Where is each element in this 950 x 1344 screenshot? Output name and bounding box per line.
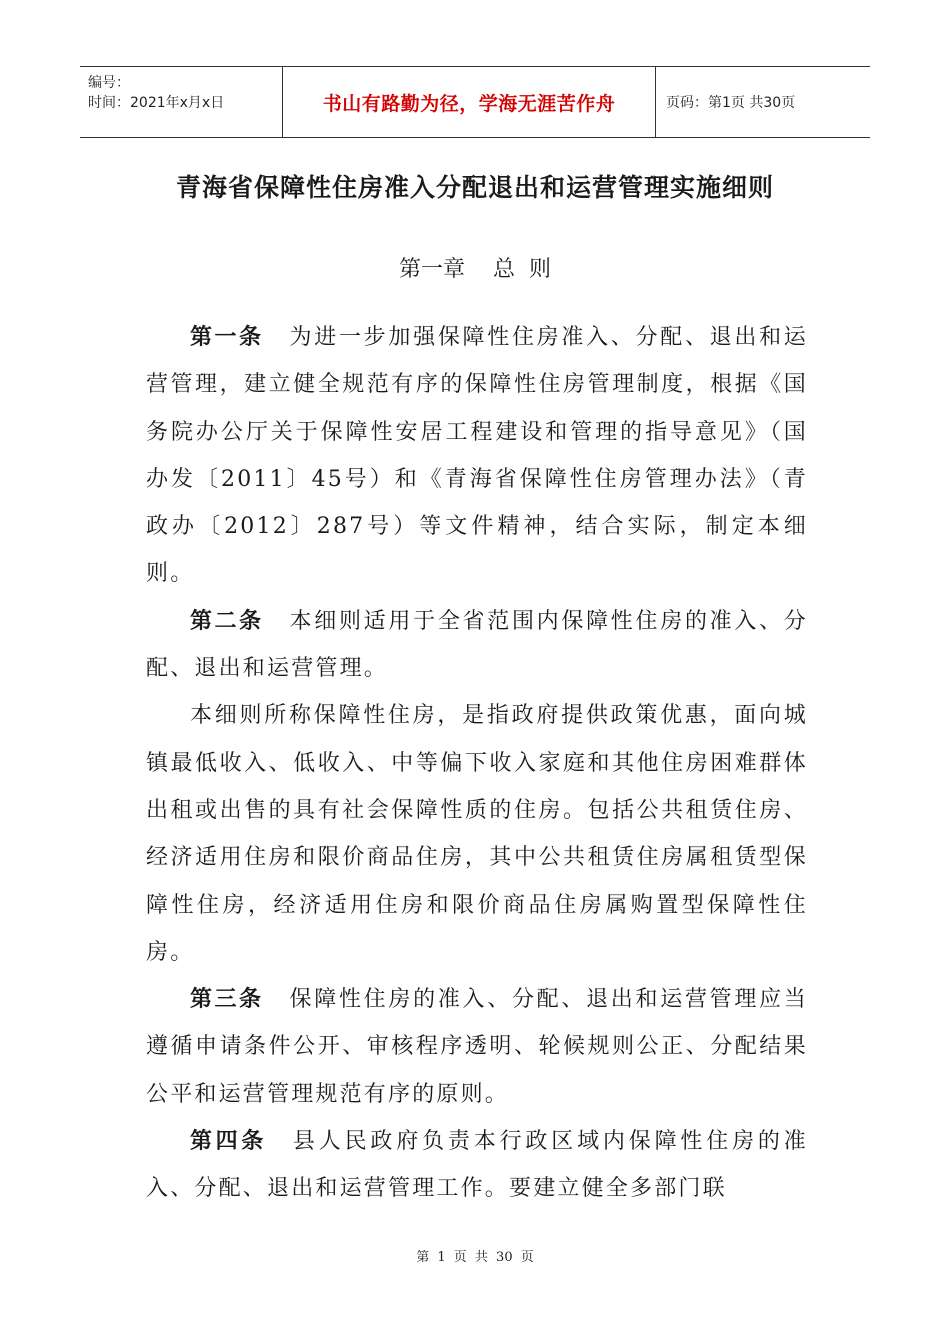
article-number: 第三条 xyxy=(190,987,264,1013)
article-text: 本细则所称保障性住房，是指政府提供政策优惠，面向城镇最低收入、低收入、中等偏下收入家庭和其他住房困难群体出租或出售的具有社会保障性质的住房。包括公共租赁住房、经济适用住房和限价商品住房，其中公共租赁住房属租赁型保障性住房，经济适用住房和限价商品住房属购置型保障性住房。 xyxy=(146,703,808,965)
header-motto-cell xyxy=(282,67,656,137)
document-time-label: 时间：2021年x月x日 xyxy=(88,95,225,111)
article-paragraph xyxy=(146,976,808,1118)
article-text: 县人民政府负责本行政区域内保障性住房的准入、分配、退出和运营管理工作。要建立健全多部门联 xyxy=(146,1129,808,1202)
document-body xyxy=(146,314,808,1213)
article-paragraph xyxy=(146,692,808,976)
article-number: 第四条 xyxy=(190,1129,267,1155)
header-left-cell xyxy=(80,67,282,137)
article-paragraph xyxy=(146,314,808,598)
header-page-cell xyxy=(656,67,870,137)
article-paragraph xyxy=(146,598,808,693)
article-text: 保障性住房的准入、分配、退出和运营管理应当遵循申请条件公开、审核程序透明、轮候规则公正、分配结果公平和运营管理规范有序的原则。 xyxy=(146,987,808,1107)
header-motto: 书山有路勤为径，学海无涯苦作舟 xyxy=(322,92,616,115)
page-footer: 第 1 页 共 30 页 xyxy=(416,1250,534,1265)
document-title: 青海省保障性住房准入分配退出和运营管理实施细则 xyxy=(175,173,774,202)
article-text: 为进一步加强保障性住房准入、分配、退出和运营管理，建立健全规范有序的保障性住房管理制度，根据《国务院办公厅关于保障性安居工程建设和管理的指导意见》（国办发〔2011〕45号）和《青海省保障性住房管理办法》（青政办〔2012〕287号）等文件精神，结合实际，制定本细则。 xyxy=(146,325,808,587)
article-number: 第二条 xyxy=(190,608,264,634)
header-page-info: 页码：第1页 共30页 xyxy=(666,95,796,111)
article-number: 第一条 xyxy=(190,325,264,350)
header-table xyxy=(80,66,870,138)
document-number-label: 编号： xyxy=(88,75,130,91)
article-paragraph xyxy=(146,1118,808,1213)
article-text: 本细则适用于全省范围内保障性住房的准入、分配、退出和运营管理。 xyxy=(146,608,808,682)
chapter-heading: 第一章 总 则 xyxy=(399,257,551,282)
